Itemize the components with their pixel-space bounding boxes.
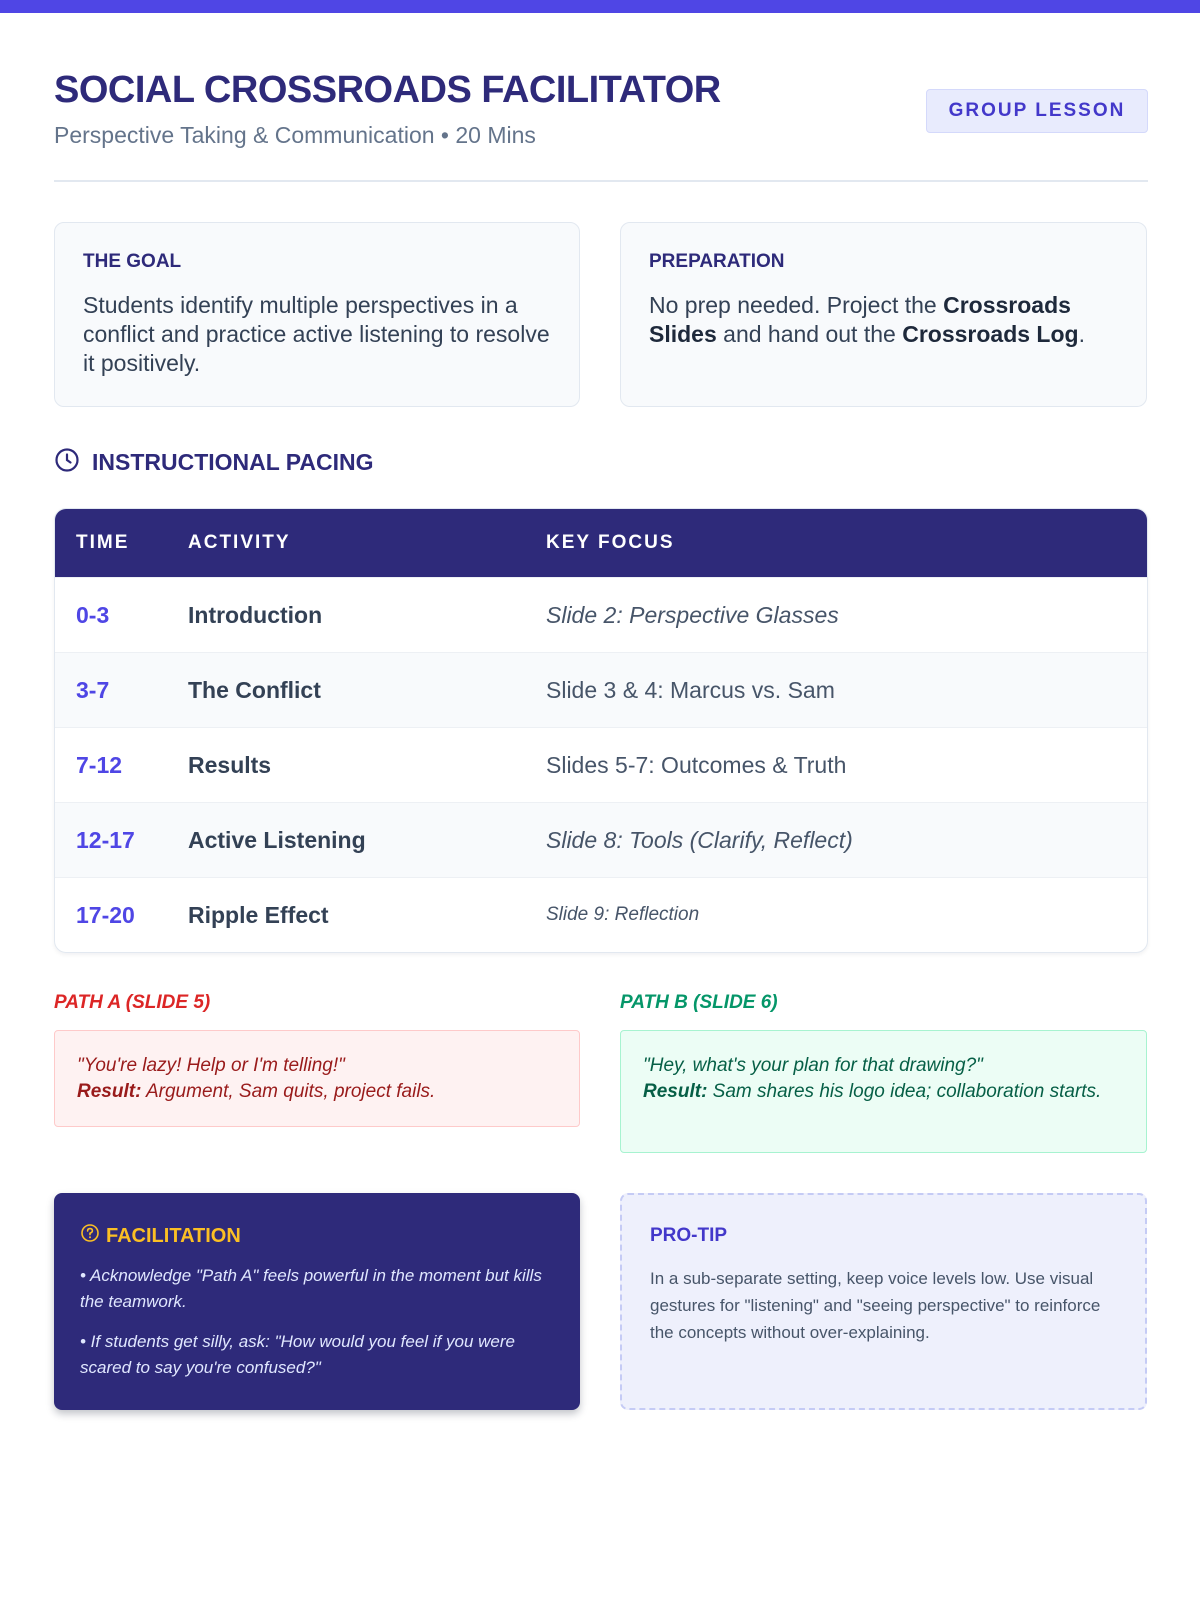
facilitation-card bbox=[54, 1193, 580, 1410]
path-a-result: Result: Argument, Sam quits, project fails. bbox=[77, 1081, 436, 1102]
path-b-quote: "Hey, what's your plan for that drawing?" bbox=[643, 1055, 983, 1076]
path-a-box bbox=[54, 1030, 580, 1127]
log-reference: Crossroads Log bbox=[902, 321, 1079, 347]
time-cell: 7-12 bbox=[76, 751, 123, 778]
path-a-label: PATH A (SLIDE 5) bbox=[54, 992, 211, 1013]
activity-cell: Active Listening bbox=[188, 826, 366, 853]
activity-cell: Results bbox=[188, 751, 272, 778]
pacing-table bbox=[54, 508, 1148, 953]
column-header-activity: ACTIVITY bbox=[188, 532, 291, 553]
focus-cell: Slide 9: Reflection bbox=[546, 904, 700, 925]
top-accent-bar bbox=[0, 0, 1200, 13]
pacing-section-title bbox=[54, 447, 374, 478]
table-row bbox=[55, 577, 1147, 652]
activity-cell: The Conflict bbox=[188, 676, 321, 703]
activity-cell: Introduction bbox=[188, 601, 323, 628]
pro-tip-heading: PRO-TIP bbox=[650, 1225, 728, 1246]
focus-cell: Slide 8: Tools (Clarify, Reflect) bbox=[546, 826, 853, 853]
table-row bbox=[55, 877, 1147, 952]
column-header-time: TIME bbox=[76, 532, 130, 553]
slides-reference: Crossroads Slides bbox=[649, 292, 1071, 347]
lesson-type-badge: GROUP LESSON bbox=[926, 89, 1148, 133]
focus-cell: Slide 3 & 4: Marcus vs. Sam bbox=[546, 676, 835, 703]
preparation-text: No prep needed. Project the Crossroads Slides and hand out the Crossroads Log. bbox=[649, 292, 1085, 347]
page-header bbox=[54, 68, 1148, 182]
preparation-heading: PREPARATION bbox=[649, 251, 785, 272]
pacing-heading: INSTRUCTIONAL PACING bbox=[92, 449, 374, 475]
table-row bbox=[55, 802, 1147, 877]
path-b-label: PATH B (SLIDE 6) bbox=[620, 992, 778, 1013]
time-cell: 3-7 bbox=[76, 676, 110, 703]
path-a-quote: "You're lazy! Help or I'm telling!" bbox=[77, 1055, 345, 1076]
question-icon bbox=[80, 1223, 100, 1249]
table-row bbox=[55, 652, 1147, 727]
pro-tip-text: In a sub-separate setting, keep voice levels low. Use visual gestures for "listening" and "seeing perspective" to reinforce the concepts without over-explaining. bbox=[650, 1269, 1101, 1342]
goal-heading: THE GOAL bbox=[83, 251, 182, 272]
focus-cell: Slides 5-7: Outcomes & Truth bbox=[546, 751, 847, 778]
facilitation-item: • If students get silly, ask: "How would you feel if you were scared to say you're confused?" bbox=[80, 1332, 515, 1377]
page-subtitle: Perspective Taking & Communication • 20 Mins bbox=[54, 121, 536, 148]
facilitation-item: • Acknowledge "Path A" feels powerful in the moment but kills the teamwork. bbox=[80, 1266, 542, 1311]
table-row bbox=[55, 727, 1147, 802]
page-title: SOCIAL CROSSROADS FACILITATOR bbox=[54, 69, 721, 111]
goal-card bbox=[54, 222, 580, 407]
path-b-box bbox=[620, 1030, 1147, 1153]
preparation-card bbox=[620, 222, 1147, 407]
activity-cell: Ripple Effect bbox=[188, 901, 329, 928]
path-b-result: Result: Sam shares his logo idea; collaboration starts. bbox=[643, 1081, 1102, 1102]
time-cell: 12-17 bbox=[76, 826, 135, 853]
facilitation-heading: FACILITATION bbox=[106, 1224, 241, 1247]
pro-tip-card bbox=[620, 1193, 1147, 1410]
column-header-focus: KEY FOCUS bbox=[546, 532, 675, 553]
table-header bbox=[55, 509, 1147, 577]
facilitation-heading-row bbox=[80, 1223, 554, 1249]
goal-text: Students identify multiple perspectives in a conflict and practice active listening to resolve it positively. bbox=[83, 292, 550, 376]
clock-icon bbox=[54, 447, 80, 478]
focus-cell: Slide 2: Perspective Glasses bbox=[546, 601, 839, 628]
time-cell: 17-20 bbox=[76, 901, 135, 928]
time-cell: 0-3 bbox=[76, 601, 110, 628]
